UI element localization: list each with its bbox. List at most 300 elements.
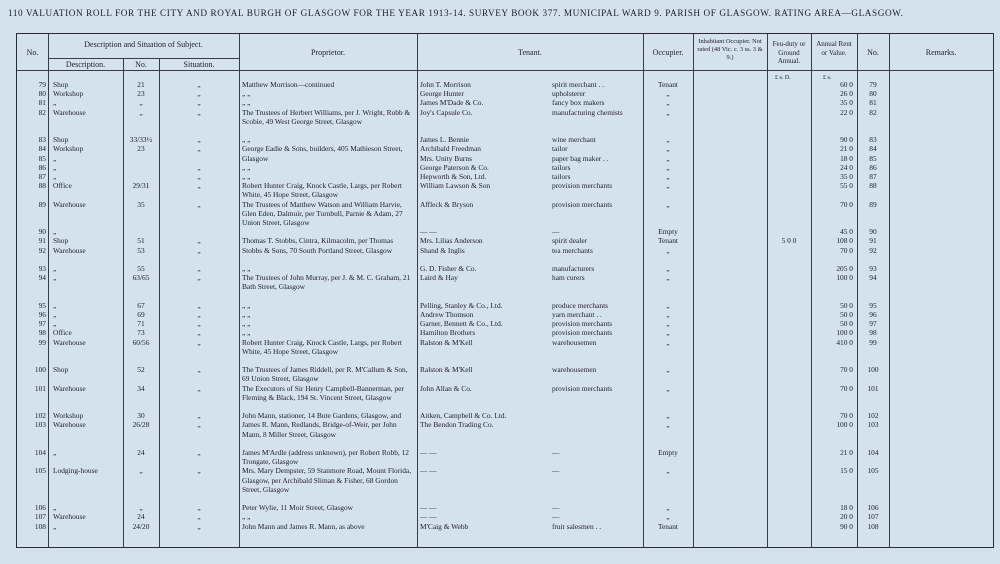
description-cell: „ [53,448,57,457]
rent-cell: 60 0 [840,80,853,89]
proprietor-cell: „ „ [242,135,251,145]
tenant-cell: George Paterson & Co. [420,162,489,172]
col-rule [889,34,890,547]
proprietor-cell: The Trustees of James Riddell, per R. M'Callum & Son, 69 Union Street, Glasgow [242,365,408,384]
proprietor-cell: „ „ [242,319,251,329]
trade-cell: ham curers [552,273,585,283]
description-cell: Shop [53,236,69,246]
tenant-cell: Mrs. Unity Burns [420,153,472,163]
proprietor-cell: James M'Ardle (address unknown), per Robert Robb, 12 Trongate, Glasgow [242,448,409,467]
occupier-cell: „ [666,383,670,393]
col-occupier: Occupier. [652,48,684,57]
description-cell: „ [53,162,57,172]
tenant-cell: James L. Bennie [420,135,470,145]
col-desc-no: No. [135,60,147,69]
row-number-right: 89 [869,199,877,209]
row-number-right: 94 [869,273,877,283]
description-cell: Workshop [53,89,84,99]
number-cell: 35 [137,199,145,209]
proprietor-cell: Matthew Morrison—continued [242,80,335,89]
rent-cell: 50 0 [840,310,853,319]
trade-cell: spirit dealer [552,236,588,246]
rent-cell: 35 0 [840,172,853,181]
trade-cell: manufacturers [552,264,595,273]
row-number: 101 [34,383,46,393]
trade-cell: provision merchants [552,181,613,191]
rent-cell: 50 0 [840,300,853,310]
occupier-cell: „ [666,300,670,310]
number-cell: 29/31 [132,181,150,191]
description-cell: „ [53,98,57,108]
situation-cell: „ [197,273,201,283]
trade-cell: fruit salesmen . . [552,521,602,531]
col-rule [811,34,812,547]
situation-cell: „ [197,503,201,513]
rent-cell: 20 0 [840,512,853,522]
description-cell: Warehouse [53,420,86,430]
description-cell: Shop [53,80,69,89]
col-tenant: Tenant. [518,48,542,57]
number-cell: 73 [137,328,145,338]
row-number: 82 [38,107,46,117]
group-rule [48,58,239,59]
situation-cell: „ [197,420,201,430]
tenant-cell: Hamilton Brothers [420,328,476,338]
col-proprietor: Proprietor. [311,48,345,57]
description-cell: Workshop [53,411,84,421]
rent-cell: 70 0 [840,365,853,375]
situation-cell: „ [197,328,201,338]
occupier-cell: „ [666,310,670,319]
row-number-right: 102 [867,411,879,421]
col-rule [767,34,768,547]
row-number: 90 [38,227,46,237]
number-cell: 24 [137,512,145,522]
occupier-cell: „ [666,328,670,338]
occupier-cell: „ [666,135,670,145]
tenant-cell: — — [420,503,437,513]
description-cell: „ [53,300,57,310]
rent-cell: 55 0 [840,181,853,191]
proprietor-cell: John Mann and James R. Mann, as above [242,521,365,531]
situation-cell: „ [197,98,201,108]
rent-cell: 26 0 [840,89,853,99]
trade-cell: — [552,227,560,237]
col-rule [643,34,644,547]
number-cell: 34 [137,383,145,393]
trade-cell: wine merchant [552,135,596,145]
proprietor-cell: „ „ [242,264,251,273]
row-number: 99 [38,337,46,347]
trade-cell: paper bag maker . . [552,153,609,163]
situation-cell: „ [197,411,201,421]
tenant-cell: G. D. Fisher & Co. [420,264,477,273]
row-number: 86 [38,162,46,172]
number-cell: 21 [137,80,145,89]
trade-cell: — [552,448,560,457]
rent-cell: 18 0 [840,503,853,513]
proprietor-cell: „ „ [242,512,251,522]
tenant-cell: M'Caig & Webb [420,521,469,531]
description-cell: Office [53,328,72,338]
description-cell: Warehouse [53,337,86,347]
trade-cell: yarn merchant . . [552,310,602,319]
number-cell: „ [139,503,143,513]
row-number-right: 87 [869,172,877,181]
trade-cell: provision merchants [552,328,613,338]
proprietor-cell: George Eadie & Sons, builders, 405 Mathieson Street, Glasgow [242,144,403,163]
rent-cell: 50 0 [840,319,853,329]
occupier-cell: „ [666,264,670,273]
proprietor-cell: The Executors of Sir Henry Campbell-Bannerman, per Fleming & Black, 194 St. Vincent Street, Glasgow [242,383,404,402]
trade-cell: tea merchants [552,245,593,255]
tenant-cell: — — [420,448,437,457]
situation-cell: „ [197,300,201,310]
situation-cell: „ [197,181,201,191]
situation-cell: „ [197,245,201,255]
proprietor-cell: Robert Hunter Craig, Knock Castle, Largs, per Robert White, 45 Hope Street, Glasgow [242,337,402,356]
trade-cell: — [552,466,560,476]
description-cell: „ [53,319,57,329]
row-number-right: 100 [867,365,879,375]
description-cell: Shop [53,135,69,145]
col-rule [48,34,49,547]
rent-cell: 100 0 [836,273,853,283]
tenant-cell: William Lawson & Son [420,181,491,191]
situation-cell: „ [197,80,201,89]
rent-cell: 90 0 [840,135,853,145]
tenant-cell: Archibald Freedman [420,144,481,154]
feuduty-cell: 5 0 0 [781,236,797,246]
trade-cell: tailor [552,144,568,154]
occupier-cell: Tenant [657,236,678,246]
number-cell: 24/20 [132,521,150,531]
row-number: 96 [38,310,46,319]
col-remarks: Remarks. [925,48,957,57]
row-number: 103 [34,420,46,430]
situation-cell: „ [197,144,201,154]
proprietor-cell: John Mann, stationer, 14 Bute Gardens, Glasgow, and James R. Mann, Redlands, Bridge-of-Weir, per John Mann, 8 Miller Street, Glasgow [242,411,402,439]
occupier-cell: „ [666,153,670,163]
occupier-cell: „ [666,107,670,117]
col-situation: Situation. [183,60,215,69]
description-cell: „ [53,503,57,513]
description-cell: Shop [53,365,69,375]
rent-cell: 70 0 [840,411,853,421]
number-cell: 53 [137,245,145,255]
row-number-right: 81 [869,98,877,108]
situation-cell: „ [197,172,201,181]
row-number: 92 [38,245,46,255]
rent-cell: 100 0 [836,420,853,430]
description-cell: „ [53,264,57,273]
row-number-right: 80 [869,89,877,99]
row-number-right: 92 [869,245,877,255]
row-number-right: 103 [867,420,879,430]
occupier-cell: „ [666,144,670,154]
rent-units: £ s. [823,75,832,81]
row-number-right: 98 [869,328,877,338]
tenant-cell: George Hunter [420,89,464,99]
page-header: 110 VALUATION ROLL FOR THE CITY AND ROYAL BURGH OF GLASGOW FOR THE YEAR 1913-14. SURVEY BOOK 377. MUNICIPAL WARD 9. PARISH OF GLASGOW. RATING AREA—GLASGOW. [8,8,904,18]
situation-cell: „ [197,383,201,393]
trade-cell: warehousemen [552,365,597,375]
row-number: 85 [38,153,46,163]
rent-cell: 410 0 [836,337,853,347]
situation-cell: „ [197,521,201,531]
occupier-cell: „ [666,337,670,347]
rent-cell: 21 0 [840,448,853,457]
tenant-cell: — — [420,466,437,476]
situation-cell: „ [197,162,201,172]
situation-cell: „ [197,337,201,347]
trade-cell: spirit merchant . . [552,80,604,89]
row-number-right: 95 [869,300,877,310]
trade-cell: produce merchants [552,300,609,310]
situation-cell: „ [197,236,201,246]
occupier-cell: „ [666,503,670,513]
occupier-cell: „ [666,181,670,191]
description-cell: Workshop [53,144,84,154]
row-number-right: 85 [869,153,877,163]
proprietor-cell: Robert Hunter Craig, Knock Castle, Largs, per Robert White, 45 Hope Street, Glasgow [242,181,402,200]
trade-cell: fancy box makers [552,98,605,108]
situation-cell: „ [197,310,201,319]
rent-cell: 35 0 [840,98,853,108]
row-number-right: 104 [867,448,879,457]
occupier-cell: Empty [658,448,678,457]
row-number: 104 [34,448,46,457]
tenant-cell: Hepworth & Son, Ltd. [420,172,487,181]
number-cell: 26/28 [132,420,150,430]
row-number: 87 [38,172,46,181]
row-number-right: 96 [869,310,877,319]
situation-cell: „ [197,264,201,273]
row-number-right: 106 [867,503,879,513]
proprietor-cell: Thomas T. Stobbs, Cintra, Kilmacolm, per Thomas Stobbs & Sons, 70 South Portland Street, Glasgow [242,236,394,255]
proprietor-cell: „ „ [242,172,251,181]
proprietor-cell: „ „ [242,310,251,319]
situation-cell: „ [197,466,201,476]
occupier-cell: „ [666,365,670,375]
row-number-right: 86 [869,162,877,172]
description-cell: „ [53,521,57,531]
occupier-cell: „ [666,319,670,329]
col-inhabitant: Inhabitant Occupier. Not rated (48 Vic. c. 3 ss. 3 & 9.) [697,38,763,61]
description-cell: „ [53,310,57,319]
occupier-cell: „ [666,172,670,181]
tenant-cell: — — [420,227,437,237]
trade-cell: — [552,503,560,513]
number-cell: 63/65 [132,273,150,283]
number-cell: 33/33½ [129,135,153,145]
row-number: 93 [38,264,46,273]
tenant-cell: Shand & Inglis [420,245,465,255]
situation-cell: „ [197,89,201,99]
rent-cell: 24 0 [840,162,853,172]
description-cell: „ [53,273,57,283]
proprietor-cell: „ „ [242,328,251,338]
situation-cell: „ [197,512,201,522]
description-cell: Warehouse [53,245,86,255]
col-rule [857,34,858,547]
number-cell: 69 [137,310,145,319]
trade-cell: manufacturing chemists [552,107,623,117]
row-number-right: 90 [869,227,877,237]
situation-cell: „ [197,448,201,457]
row-number-right: 79 [869,80,877,89]
occupier-cell: „ [666,411,670,421]
rent-cell: 70 0 [840,199,853,209]
description-cell: Warehouse [53,383,86,393]
description-cell: „ [53,153,57,163]
row-number: 84 [38,144,46,154]
tenant-cell: Joy's Capsule Co. [420,107,473,117]
occupier-cell: „ [666,199,670,209]
trade-cell: provision merchants [552,383,613,393]
tenant-cell: Laird & Hay [420,273,458,283]
trade-cell: provision merchants [552,199,613,209]
number-cell: 30 [137,411,145,421]
row-number-right: 83 [869,135,877,145]
row-number: 83 [38,135,46,145]
number-cell: 52 [137,365,145,375]
col-description: Description. [65,60,106,69]
row-number-right: 105 [867,466,879,476]
occupier-cell: „ [666,466,670,476]
row-number-right: 84 [869,144,877,154]
number-cell: 51 [137,236,145,246]
row-number: 105 [34,466,46,476]
valuation-table [16,33,994,548]
proprietor-cell: The Trustees of John Murray, per J. & M. C. Graham, 21 Bath Street, Glasgow [242,273,411,292]
row-number: 89 [38,199,46,209]
rent-cell: 70 0 [840,383,853,393]
situation-cell: „ [197,199,201,209]
row-number-right: 108 [867,521,879,531]
row-number: 102 [34,411,46,421]
number-cell: 67 [137,300,145,310]
feu-units: £ s. D. [775,75,791,81]
row-number: 81 [38,98,46,108]
number-cell: „ [139,466,143,476]
tenant-cell: Ralston & M'Kell [420,365,473,375]
col-rule [417,34,418,547]
col-rule [693,34,694,547]
occupier-cell: „ [666,98,670,108]
description-cell: Warehouse [53,107,86,117]
row-number-right: 101 [867,383,879,393]
description-cell: Office [53,181,72,191]
row-number-right: 97 [869,319,877,329]
header-rule [17,70,993,71]
trade-cell: upholsterer [552,89,586,99]
number-cell: „ [139,98,143,108]
proprietor-cell: „ „ [242,300,251,310]
row-number: 97 [38,319,46,329]
row-number-right: 107 [867,512,879,522]
number-cell: 24 [137,448,145,457]
number-cell: 23 [137,144,145,154]
row-number: 98 [38,328,46,338]
col-rule [239,34,240,547]
trade-cell: tailors [552,162,571,172]
row-number: 95 [38,300,46,310]
row-number: 91 [38,236,46,246]
tenant-cell: Ralston & M'Kell [420,337,473,347]
occupier-cell: „ [666,162,670,172]
description-cell: Warehouse [53,199,86,209]
proprietor-cell: Peter Wylie, 11 Moir Street, Glasgow [242,503,354,513]
row-number-right: 88 [869,181,877,191]
occupier-cell: „ [666,420,670,430]
tenant-cell: John T. Morrison [420,80,471,89]
row-number: 88 [38,181,46,191]
row-number: 107 [34,512,46,522]
rent-cell: 15 0 [840,466,853,476]
row-number-right: 93 [869,264,877,273]
rent-cell: 45 0 [840,227,853,237]
proprietor-cell: „ „ [242,162,251,172]
rent-cell: 108 0 [836,236,853,246]
tenant-cell: Andrew Thomson [420,310,474,319]
number-cell: 23 [137,89,145,99]
row-number: 80 [38,89,46,99]
col-desc-group: Description and Situation of Subject. [84,40,203,49]
row-number-right: 91 [869,236,877,246]
rent-cell: 22 0 [840,107,853,117]
number-cell: 60/56 [132,337,150,347]
situation-cell: „ [197,107,201,117]
tenant-cell: James M'Dade & Co. [420,98,484,108]
trade-cell: provision merchants [552,319,613,329]
rent-cell: 18 0 [840,153,853,163]
proprietor-cell: Mrs. Mary Dempster, 59 Stanmore Road, Mount Florida, Glasgow, per Archibald Sliman & Fisher, 68 Gordon Street, Glasgow [242,466,412,494]
rent-cell: 100 0 [836,328,853,338]
occupier-cell: „ [666,89,670,99]
number-cell: „ [139,107,143,117]
rent-cell: 90 0 [840,521,853,531]
description-cell: „ [53,227,57,237]
row-number: 108 [34,521,46,531]
tenant-cell: Pelling, Stanley & Co., Ltd. [420,300,503,310]
col-no2: No. [867,48,879,57]
proprietor-cell: „ „ [242,98,251,108]
col-no: No. [26,48,39,57]
row-number-right: 99 [869,337,877,347]
tenant-cell: Affleck & Bryson [420,199,474,209]
proprietor-cell: „ „ [242,89,251,99]
occupier-cell: „ [666,512,670,522]
rent-cell: 21 0 [840,144,853,154]
situation-cell: „ [197,319,201,329]
row-number: 100 [34,365,46,375]
number-cell: 55 [137,264,145,273]
tenant-cell: Garner, Bennett & Co., Ltd. [420,319,503,329]
rent-cell: 70 0 [840,245,853,255]
row-number: 106 [34,503,46,513]
occupier-cell: Tenant [657,80,678,89]
occupier-cell: Tenant [657,521,678,531]
trade-cell: tailors [552,172,571,181]
occupier-cell: „ [666,273,670,283]
description-cell: Lodging-house [53,466,98,476]
tenant-cell: The Bendon Trading Co. [420,420,494,430]
trade-cell: — [552,512,560,522]
description-cell: Warehouse [53,512,86,522]
trade-cell: warehousemen [552,337,597,347]
rent-cell: 205 0 [836,264,853,273]
